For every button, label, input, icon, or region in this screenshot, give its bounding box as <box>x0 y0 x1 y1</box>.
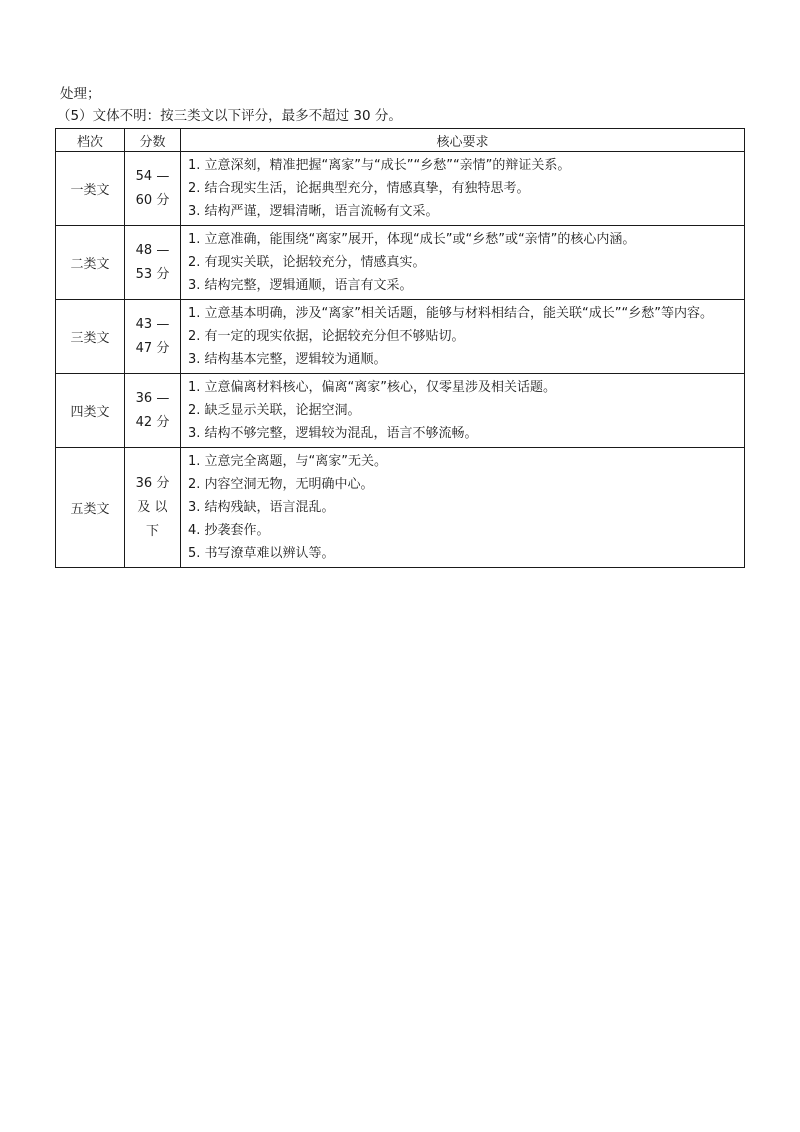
score-line: 36 — <box>135 390 170 406</box>
table-row <box>56 374 745 448</box>
category-cell: 四类文 <box>56 374 125 448</box>
requirement-item: 3. 结构基本完整，逻辑较为通顺。 <box>188 352 387 367</box>
requirement-item: 1. 立意基本明确，涉及“离家”相关话题，能够与材料相结合，能关联“成长”“乡愁”等内容。 <box>188 306 713 321</box>
score-line: 43 — <box>135 316 170 332</box>
requirement-item: 1. 立意准确，能围绕“离家”展开，体现“成长”或“乡愁”或“亲情”的核心内涵。 <box>188 232 636 247</box>
category-cell: 五类文 <box>56 448 125 568</box>
category-cell: 一类文 <box>56 152 125 226</box>
requirements-cell <box>181 448 745 568</box>
table-row <box>56 300 745 374</box>
score-line: 及 以 <box>137 499 168 515</box>
table-header-row <box>56 129 745 152</box>
requirement-item: 3. 结构完整，逻辑通顺，语言有文采。 <box>188 278 413 293</box>
requirement-item: 3. 结构严谨，逻辑清晰，语言流畅有文采。 <box>188 204 439 219</box>
scoring-rubric-table <box>55 128 745 568</box>
score-cell <box>125 448 181 568</box>
score-line: 48 — <box>135 242 170 258</box>
requirement-item: 2. 缺乏显示关联，论据空洞。 <box>188 403 361 418</box>
requirement-item: 2. 有一定的现实依据，论据较充分但不够贴切。 <box>188 329 465 344</box>
score-cell <box>125 374 181 448</box>
requirement-item: 1. 立意深刻，精准把握“离家”与“成长”“乡愁”“亲情”的辩证关系。 <box>188 158 571 173</box>
header-level: 档次 <box>56 129 125 152</box>
requirements-cell <box>181 374 745 448</box>
score-cell <box>125 152 181 226</box>
category-cell: 二类文 <box>56 226 125 300</box>
header-score: 分数 <box>125 129 181 152</box>
table-row <box>56 152 745 226</box>
score-cell <box>125 226 181 300</box>
requirement-item: 1. 立意完全离题，与“离家”无关。 <box>188 454 388 469</box>
score-line: 54 — <box>135 168 170 184</box>
table-row <box>56 226 745 300</box>
requirement-item: 2. 内容空洞无物，无明确中心。 <box>188 477 374 492</box>
score-line: 53 分 <box>135 266 170 282</box>
score-line: 下 <box>145 523 159 539</box>
header-core-requirements: 核心要求 <box>181 129 745 152</box>
requirement-item: 2. 有现实关联，论据较充分，情感真实。 <box>188 255 426 270</box>
score-line: 36 分 <box>135 475 170 491</box>
table-body <box>56 152 745 568</box>
intro-line-2: （5）文体不明：按三类文以下评分，最多不超过 30 分。 <box>57 108 402 124</box>
requirement-item: 3. 结构不够完整，逻辑较为混乱，语言不够流畅。 <box>188 426 478 441</box>
requirements-cell <box>181 300 745 374</box>
intro-line-1: 处理； <box>60 86 101 102</box>
requirement-item: 2. 结合现实生活，论据典型充分，情感真挚，有独特思考。 <box>188 181 530 196</box>
requirements-cell <box>181 226 745 300</box>
score-line: 47 分 <box>135 340 170 356</box>
score-line: 42 分 <box>135 414 170 430</box>
score-line: 60 分 <box>135 192 170 208</box>
requirements-cell <box>181 152 745 226</box>
score-cell <box>125 300 181 374</box>
requirement-item: 5. 书写潦草难以辨认等。 <box>188 546 335 561</box>
requirement-item: 3. 结构残缺，语言混乱。 <box>188 500 335 515</box>
table-row <box>56 448 745 568</box>
requirement-item: 4. 抄袭套作。 <box>188 523 270 538</box>
requirement-item: 1. 立意偏离材料核心，偏离“离家”核心，仅零星涉及相关话题。 <box>188 380 557 395</box>
category-cell: 三类文 <box>56 300 125 374</box>
